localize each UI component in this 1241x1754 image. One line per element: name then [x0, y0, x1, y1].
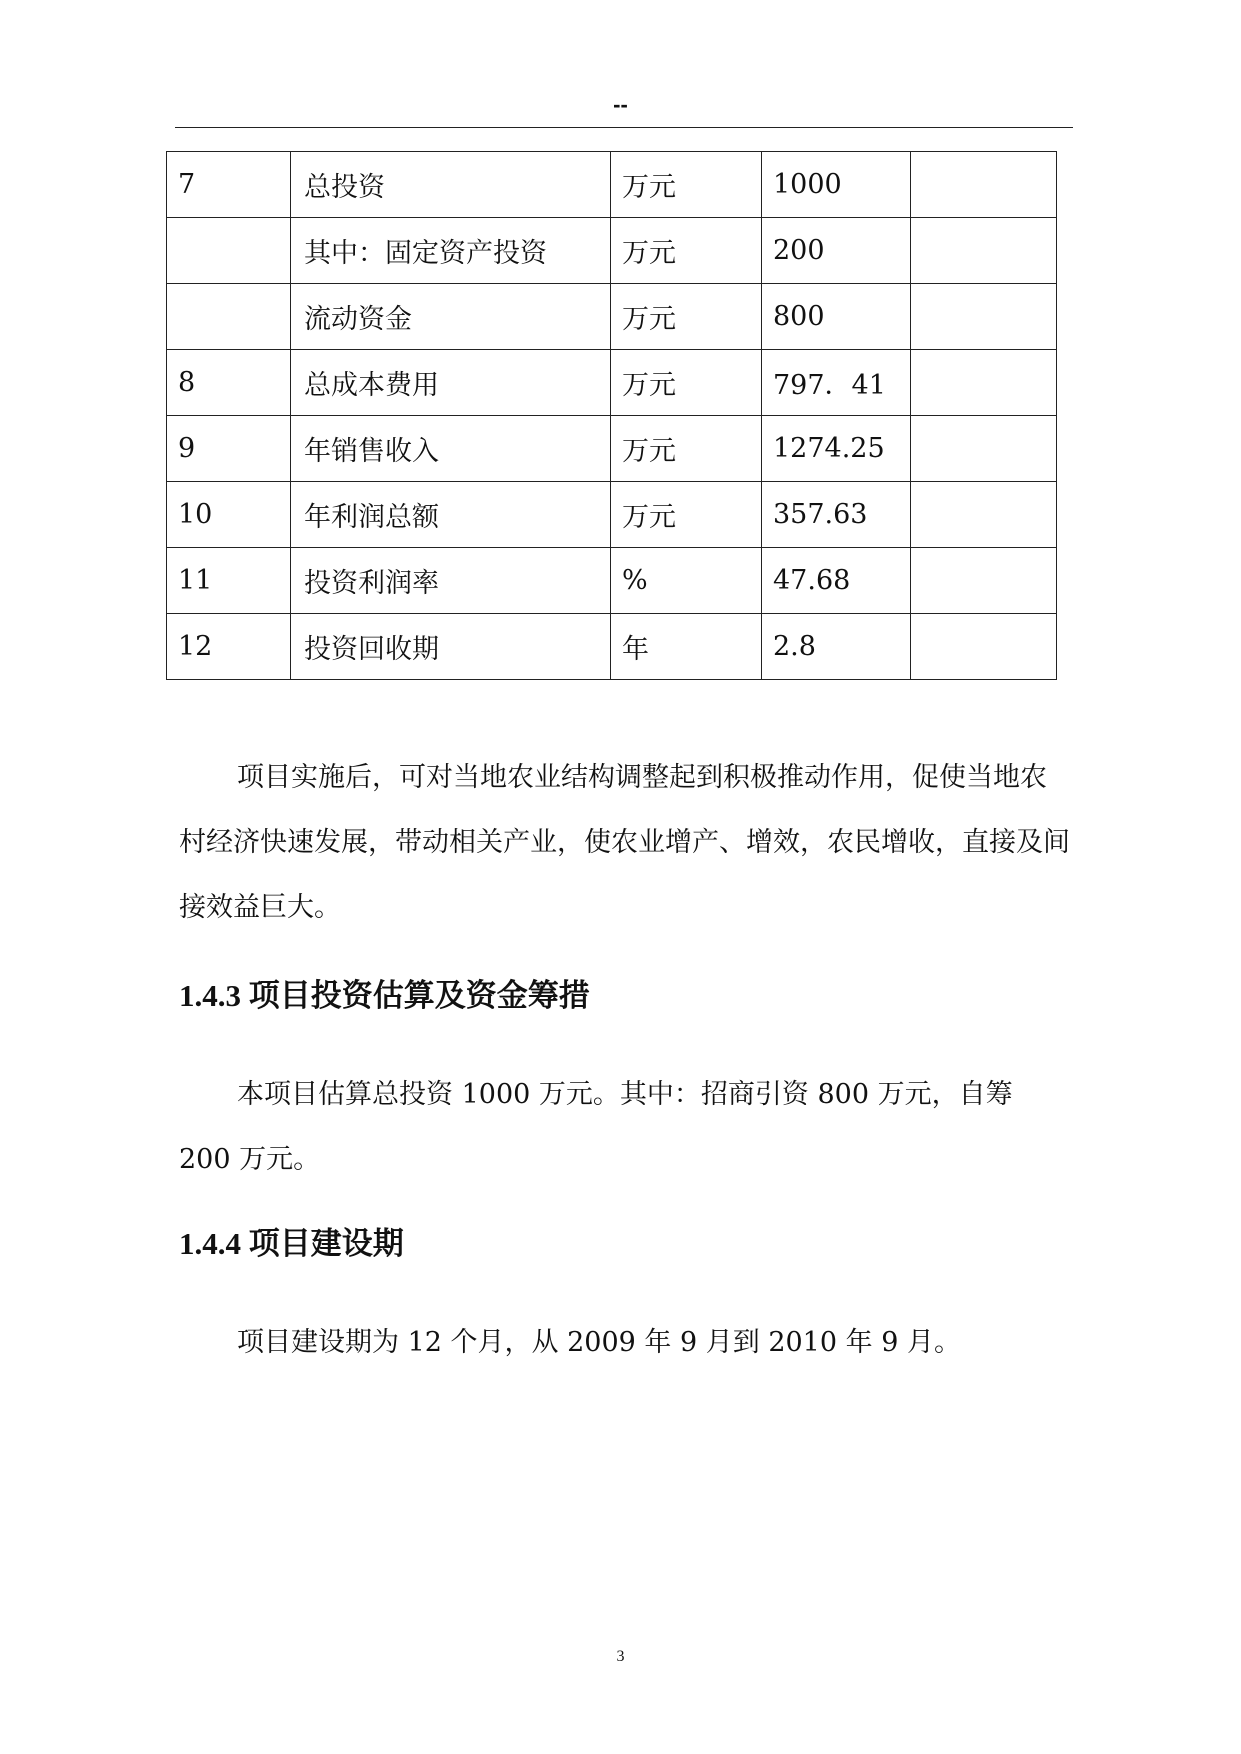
row-number: 12 — [167, 614, 291, 680]
table-row — [167, 284, 1057, 350]
row-number — [167, 284, 291, 350]
value: 357.63 — [762, 482, 911, 548]
unit: 万元 — [611, 482, 762, 548]
construction-period-paragraph: 项目建设期为 12 个月，从 2009 年 9 月到 2010 年 9 月。 — [237, 1327, 961, 1358]
note — [911, 350, 1057, 416]
note — [911, 218, 1057, 284]
row-number: 8 — [167, 350, 291, 416]
note — [911, 152, 1057, 218]
item-name: 总投资 — [291, 152, 611, 218]
table-row — [167, 152, 1057, 218]
header-rule — [175, 127, 1073, 128]
value: 800 — [762, 284, 911, 350]
benefit-paragraph: 项目实施后，可对当地农业结构调整起到积极推动作用，促使当地农村经济快速发展，带动相关产业，使农业增产、增效，农民增收，直接及间接效益巨大。 — [179, 762, 1070, 923]
note — [911, 548, 1057, 614]
unit: % — [611, 548, 762, 614]
row-number: 10 — [167, 482, 291, 548]
unit: 万元 — [611, 416, 762, 482]
item-name: 总成本费用 — [291, 350, 611, 416]
table-row — [167, 482, 1057, 548]
item-name: 投资利润率 — [291, 548, 611, 614]
row-number: 11 — [167, 548, 291, 614]
value: 47.68 — [762, 548, 911, 614]
table-row — [167, 548, 1057, 614]
unit: 万元 — [611, 284, 762, 350]
table-row — [167, 350, 1057, 416]
section-heading-1-4-4: 1.4.4 项目建设期 — [179, 1226, 404, 1261]
investment-paragraph: 本项目估算总投资 1000 万元。其中：招商引资 800 万元，自筹 200 万元。 — [179, 1079, 1013, 1175]
section-heading-1-4-3: 1.4.3 项目投资估算及资金筹措 — [179, 978, 590, 1013]
item-name: 流动资金 — [291, 284, 611, 350]
item-name: 年销售收入 — [291, 416, 611, 482]
note — [911, 614, 1057, 680]
note — [911, 416, 1057, 482]
unit: 年 — [611, 614, 762, 680]
unit: 万元 — [611, 218, 762, 284]
row-number: 7 — [167, 152, 291, 218]
row-number — [167, 218, 291, 284]
table-row — [167, 614, 1057, 680]
row-number: 9 — [167, 416, 291, 482]
value: 200 — [762, 218, 911, 284]
item-name: 其中：固定资产投资 — [291, 218, 611, 284]
unit: 万元 — [611, 350, 762, 416]
item-name: 年利润总额 — [291, 482, 611, 548]
investment-indicator-table — [166, 151, 1057, 680]
page-number: 3 — [616, 1648, 625, 1665]
note — [911, 284, 1057, 350]
value: 2.8 — [762, 614, 911, 680]
note — [911, 482, 1057, 548]
value: 797．41 — [762, 350, 911, 416]
header-mark: -- — [613, 92, 628, 117]
value: 1274.25 — [762, 416, 911, 482]
table-row — [167, 416, 1057, 482]
unit: 万元 — [611, 152, 762, 218]
value: 1000 — [762, 152, 911, 218]
item-name: 投资回收期 — [291, 614, 611, 680]
table-row — [167, 218, 1057, 284]
